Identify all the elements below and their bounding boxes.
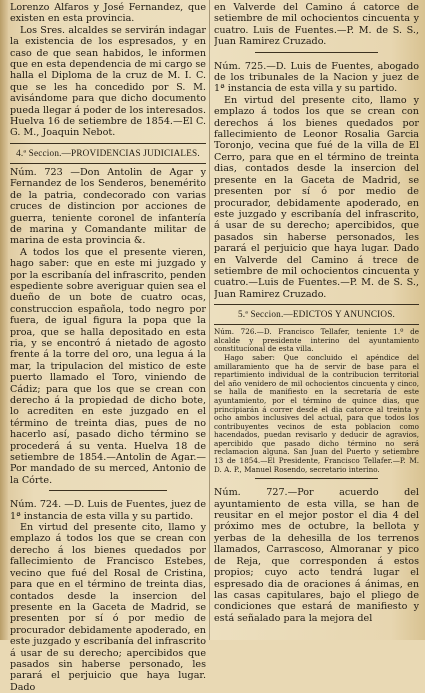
page-fold-shadow bbox=[0, 0, 8, 640]
left-column bbox=[10, 0, 206, 693]
notice-separator bbox=[255, 478, 378, 479]
section-rule-top bbox=[10, 143, 206, 144]
notice-724-heading: Núm. 724. —D. Luis de Fuentes, juez de 1ª instancia de esta villa y su partido. bbox=[10, 499, 206, 522]
notice-726-body: Hago saber: Que concluido el apéndice del amillaramiento que ha de servir de base para el repartimiento individual de la contribucion territorial del año venidero de mil ochocientos cincuenta y cinco, se halla de manifiesto en la secretaría de este ayuntamiento, por el término de quince dias, que principiarán á correr desde el dia catorce al treinta y ocho ambos inclusives del actual, para que todos los contribuyentes vecinos de esta poblacion como hacendados, puedan revisarlo y deducir de agravios, apercibido que pasado dicho término no será reclamacion alguna. San Juan del Puerto y setiembre 13 de 1854.—El Presidente, Francisco Tellafer.—P. M. D. A. P., Manuel Rosendo, secretario interino. bbox=[214, 352, 419, 474]
notice-intro-names: Lorenzo Alfaros y José Fernandez, que existen en esta provincia. bbox=[10, 2, 206, 25]
notice-723-heading: Núm. 723 —Don Antolin de Agar y Fernandez de los Senderos, benemérito de la patria, condecorado con varias cruces de distincion por acciones de guerra, teniente coronel de infantería de marina y Comandante militar de marina de esta provincia &. bbox=[10, 166, 206, 247]
notice-725-heading: Núm. 725.—D. Luis de Fuentes, abogado de los tribunales de la Nacion y juez de 1ª instancia de esta villa y su partido. bbox=[214, 60, 419, 95]
right-column bbox=[214, 0, 419, 624]
notice-separator bbox=[49, 490, 167, 491]
notice-724-continuation: en Valverde del Camino á catorce de setiembre de mil ochocientos cincuenta y cuatro. Luis de Fuentes.—P. M. de S. S., Juan Ramirez Cruzado. bbox=[214, 2, 419, 48]
column-divider bbox=[209, 0, 210, 640]
section-header-judicial: 4.ª Seccion.—PROVIDENCIAS JUDICIALES. bbox=[16, 147, 200, 158]
notice-separator bbox=[255, 52, 378, 53]
notice-724-body: En virtud del presente cito, llamo y emplazo á todos los que se crean con derecho á los bienes quedados por fallecimiento de Francisco Estebes, vecino que fué del Rosal de Cristina, para que en el término de treinta dias, contados desde la insercion del presente en la Gaceta de Madrid, se presenten por sí ó por medio de procurador debidamente apoderado, en este juzgado y escribanía del infrascrito á usar de su derecho; apercibidos que pasados sin haberse personado, les parará el perjuicio que haya lugar. Dado bbox=[10, 522, 206, 693]
notice-727-body: Núm. 727.—Por acuerdo del ayuntamiento de esta villa, se han de reusitar en el mejor postor el dia 4 del próximo mes de octubre, la bellota y yerbas de la dehesilla de los terrenos llamados, Carrascoso, Almoranar y pico de Reja, que corresponden á estos propios; cuyo acto tendrá lugar el espresado dia de oraciones á ánimas, en las casas capitulares, bajo el pliego de condiciones que estará de manifiesto y está señalado para la mejora del bbox=[214, 487, 419, 624]
section-rule-top bbox=[214, 304, 419, 305]
notice-725-body: En virtud del presente cito, llamo y emplazo á todos los que se crean con derechos á los bienes quedados por fallecimiento de Leonor Rosalia Garcia Toronjo, vecina que fué de la villa de El Cerro, para que en el término de treinta dias, contados desde la insercion del presente en la Gaceta de Madrid, se presenten por sí ó por medio de procurador, debidamente apoderado, en este juzgado y escribanía del infrascrito, á usar de su derecho; apercibidos, que pasados sin haberse personados, les parará el perjuicio que haya lugar. Dado en Valverde del Camino á trece de setiembre de mil ochocientos cincuenta y cuatro.—Luis de Fuentes.—P. M. de S. S., Juan Ramirez Cruzado. bbox=[214, 94, 419, 300]
section-rule-bottom bbox=[10, 163, 206, 164]
notice-726-heading: Núm. 726.—D. Francisco Tellafer, teniente 1.º de alcalde y presidente interino del ayuntamiento constitucional de esta villa. bbox=[214, 327, 419, 354]
section-header-edicts: 5.ª Seccion.—EDICTOS Y ANUNCIOS. bbox=[237, 309, 396, 320]
notice-723-body: A todos los que el presente vieren, hago saber: que en este mi juzgado y por la escribanía del infrascrito, penden espediente sobre averiguar quien sea el dueño de un bote de cuatro ocas, construccion española, todo negro por fuera, de igual figura la popa que la proa, que se halla depositado en esta ria, y se encontró á nietado de agosto frente á la torre del oro, una legua á la mar, la tripulacion del mistico de este puerto llamado el Toro, viniendo de Cádiz; para que los que se crean con derecho á la propiedad de dicho bote, lo acrediten en este juzgado en el término de treinta dias, pues de no hacerlo así, pasado dicho término se procederá á su venta. Huelva 18 de setiembre de 1854.—Antolin de Agar.—Por mandado de su merced, Antonio de la Córte. bbox=[10, 246, 206, 486]
notice-intro-body: Los Sres. alcaldes se servirán indagar la existencia de los espresados, y en caso de que sean habidos, le informen que en esta dependencia de mi cargo se halla el Diploma de la cruz de M. I. C. que se les ha concedido por S. M. avisándome para que dicho documento pueda llegar á poder de los interesados. Huelva 16 de setiembre de 1854.—El C. G. M., Joaquin Nebot. bbox=[10, 24, 206, 139]
section-rule-bottom bbox=[214, 324, 419, 325]
